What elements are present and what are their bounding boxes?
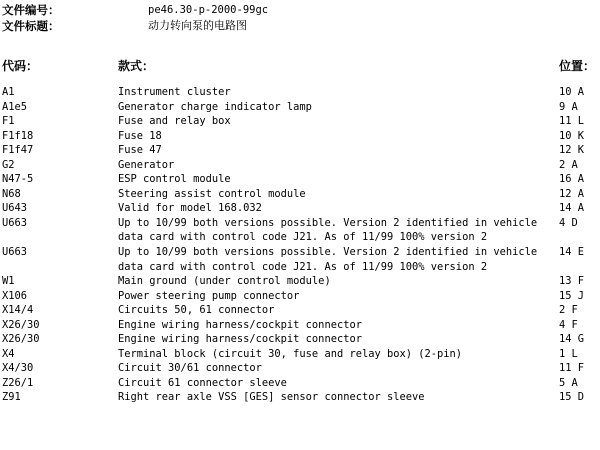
- component-description: Circuits 50, 61 connector: [118, 304, 275, 317]
- table-row: [0, 158, 600, 173]
- file-number-value: pe46.30-p-2000-99gc: [148, 4, 269, 16]
- component-position: 1 L: [559, 347, 578, 360]
- component-code: F1f47: [2, 144, 34, 157]
- component-description: Generator charge indicator lamp: [118, 100, 312, 113]
- table-row: [0, 172, 600, 187]
- component-description: ESP control module: [118, 173, 231, 186]
- table-row: [0, 318, 600, 333]
- component-description: Fuse and relay box: [118, 115, 231, 128]
- component-code: W1: [2, 275, 15, 288]
- component-description: Valid for model 168.032: [118, 202, 262, 215]
- position-column-header: 位置：: [559, 59, 596, 73]
- component-position: 14 A: [559, 202, 585, 215]
- table-row: [0, 85, 600, 100]
- component-code: N68: [2, 187, 21, 200]
- component-description: Instrument cluster: [118, 86, 231, 98]
- component-description: Fuse 47: [118, 144, 162, 157]
- component-description: Generator: [118, 158, 175, 171]
- component-position: 11 L: [559, 115, 585, 128]
- component-position: 12 K: [559, 144, 585, 157]
- table-row: [0, 303, 600, 318]
- file-number-label: 文件编号：: [2, 3, 60, 17]
- component-code: U643: [2, 202, 28, 215]
- component-description: Circuit 30/61 connector: [118, 362, 262, 375]
- component-position: 10 K: [559, 129, 585, 142]
- component-description: Circuit 61 connector sleeve: [118, 376, 287, 389]
- component-description: Steering assist control module: [118, 187, 306, 200]
- component-description: data card with control code J21. As of 11/99 100% version 2: [118, 231, 488, 244]
- component-position: 2 F: [559, 304, 578, 317]
- component-code: X4/30: [2, 362, 34, 375]
- table-row: [0, 390, 600, 405]
- table-row: [0, 289, 600, 304]
- table-row: [0, 332, 600, 347]
- component-description: Up to 10/99 both versions possible. Version 2 identified in vehicle: [118, 216, 538, 229]
- component-code: A1: [2, 86, 15, 98]
- component-description: Engine wiring harness/cockpit connector: [118, 333, 362, 346]
- component-position: 16 A: [559, 173, 585, 186]
- component-description: data card with control code J21. As of 11/99 100% version 2: [118, 260, 488, 273]
- file-title-value: 动力转向泵的电路图: [148, 19, 247, 32]
- component-code: G2: [2, 158, 15, 171]
- table-row: [0, 376, 600, 391]
- component-code: Z26/1: [2, 376, 34, 389]
- component-position: 11 F: [559, 362, 585, 375]
- code-column-header: 代码：: [2, 59, 39, 73]
- component-code: Z91: [2, 391, 21, 404]
- component-code: U663: [2, 216, 28, 229]
- component-description: Engine wiring harness/cockpit connector: [118, 318, 362, 331]
- component-position: 9 A: [559, 100, 578, 113]
- component-description: Right rear axle VSS [GES] sensor connector sleeve: [118, 391, 425, 404]
- table-row: [0, 361, 600, 376]
- component-description: Up to 10/99 both versions possible. Version 2 identified in vehicle: [118, 246, 538, 259]
- component-position: 4 D: [559, 216, 578, 229]
- component-description: Terminal block (circuit 30, fuse and relay box) (2-pin): [118, 347, 463, 360]
- table-row: [0, 274, 600, 289]
- table-row: [0, 100, 600, 115]
- component-code: X4: [2, 347, 15, 360]
- table-row: [0, 216, 600, 231]
- component-code: N47-5: [2, 173, 34, 186]
- component-code: A1e5: [2, 100, 28, 113]
- description-column-header: 款式：: [118, 59, 155, 73]
- table-row: [0, 245, 600, 260]
- table-row: [0, 347, 600, 362]
- table-row: [0, 187, 600, 202]
- component-position: 2 A: [559, 158, 578, 171]
- file-title-label: 文件标题：: [2, 19, 60, 33]
- component-position: 4 F: [559, 318, 578, 331]
- component-position: 15 D: [559, 391, 585, 404]
- component-position: 10 A: [559, 86, 585, 98]
- component-code: X26/30: [2, 333, 40, 346]
- component-description: Main ground (under control module): [118, 275, 331, 288]
- component-position: 12 A: [559, 187, 585, 200]
- table-row-continuation: [0, 260, 600, 275]
- component-code: X26/30: [2, 318, 40, 331]
- component-position: 14 G: [559, 333, 585, 346]
- component-table: [0, 85, 600, 405]
- component-code: F1f18: [2, 129, 34, 142]
- component-description: Power steering pump connector: [118, 289, 300, 302]
- table-row: [0, 114, 600, 129]
- component-position: 15 J: [559, 289, 585, 302]
- component-code: F1: [2, 115, 15, 128]
- component-position: 14 E: [559, 246, 585, 259]
- table-row: [0, 143, 600, 158]
- component-position: 13 F: [559, 275, 585, 288]
- table-row: [0, 129, 600, 144]
- component-position: 5 A: [559, 376, 578, 389]
- component-description: Fuse 18: [118, 129, 162, 142]
- component-code: X106: [2, 289, 28, 302]
- table-row-continuation: [0, 230, 600, 245]
- table-row: [0, 201, 600, 216]
- component-code: X14/4: [2, 304, 34, 317]
- component-code: U663: [2, 246, 28, 259]
